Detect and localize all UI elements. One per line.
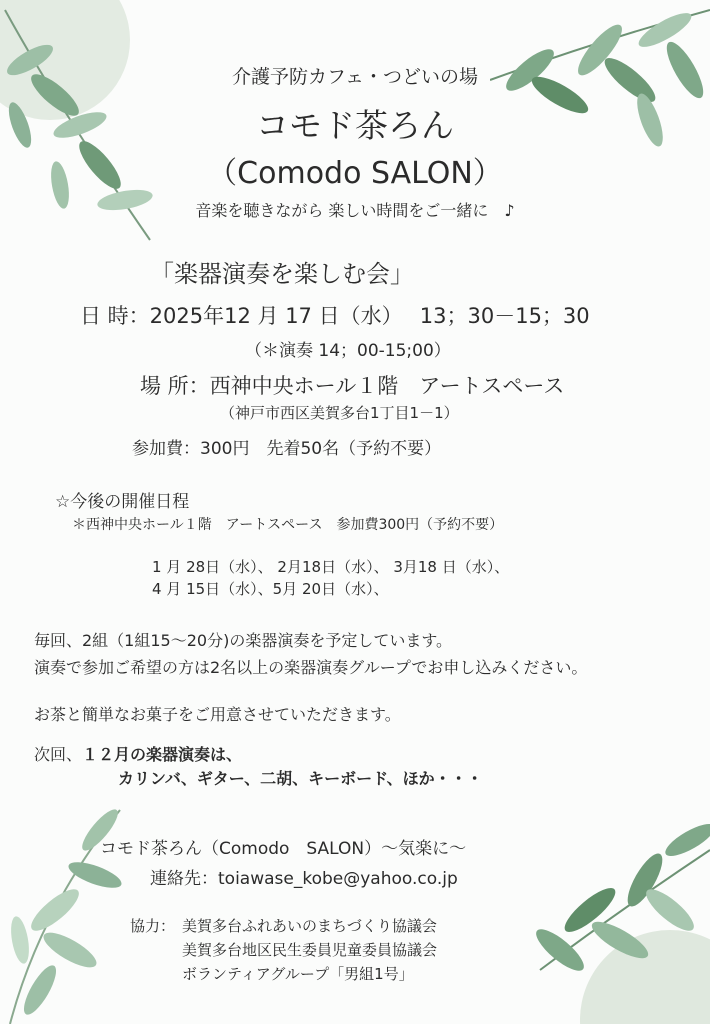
footer-coop-label: 協力： (130, 917, 176, 935)
next-bold: １２月の楽器演奏は、 (82, 745, 243, 764)
info-line-1: 毎回、2組（1組15～20分)の楽器演奏を予定しています。 (34, 631, 453, 650)
event-performance-time: （＊演奏 14；00-15;00） (245, 341, 451, 361)
leaf-decoration-bottom-right (520, 790, 710, 1024)
flyer-title-english: （Comodo SALON） (207, 156, 503, 191)
flyer-title: コモド茶ろん (256, 106, 454, 145)
footer-coop-3: ボランティアグループ「男組1号」 (182, 965, 414, 983)
next-intro: 次回、 (34, 745, 83, 764)
event-fee: 参加費：300円 先着50名（予約不要） (132, 439, 442, 459)
event-name: 「楽器演奏を楽しむ会」 (150, 260, 414, 288)
schedule-heading: ☆今後の開催日程 (55, 492, 190, 512)
footer-coop-2: 美賀多台地区民生委員児童委員協議会 (182, 941, 438, 959)
flyer-subtitle: 介護予防カフェ・つどいの場 (231, 66, 479, 88)
flyer-tagline: 音楽を聴きながら 楽しい時間をご一緒に ♪ (195, 201, 515, 220)
info-line-3: お茶と簡単なお菓子をご用意させていただきます。 (34, 705, 401, 724)
schedule-dates-line1: 1 月 28日（水）、 2月18日（水）、 3月18 日（水）、 (152, 558, 510, 576)
next-performance (34, 742, 242, 765)
footer-contact: 連絡先：toiawase_kobe@yahoo.co.jp (150, 869, 458, 889)
next-instruments: カリンバ、ギター、二胡、キーボード、ほか・・・ (118, 769, 483, 788)
event-datetime: 日 時：2025年12 月 17 日（水） 13；30－15；30 (80, 304, 590, 328)
footer-slogan: コモド茶ろん（Comodo SALON）～気楽に～ (100, 839, 467, 859)
event-venue: 場 所：西神中央ホール１階 アートスペース (140, 374, 565, 398)
info-line-2: 演奏で参加ご希望の方は2名以上の楽器演奏グループでお申し込みください。 (34, 658, 588, 677)
schedule-dates-line2: 4 月 15日（水）、5月 20日（水）、 (152, 580, 389, 598)
schedule-note: ＊西神中央ホール１階 アートスペース 参加費300円（予約不要） (72, 517, 504, 533)
event-address: （神戸市西区美賀多台1丁目1－1） (220, 404, 459, 422)
leaf-decoration-bottom-left (0, 790, 140, 1024)
footer-coop-1: 美賀多台ふれあいのまちづくり協議会 (182, 917, 437, 935)
